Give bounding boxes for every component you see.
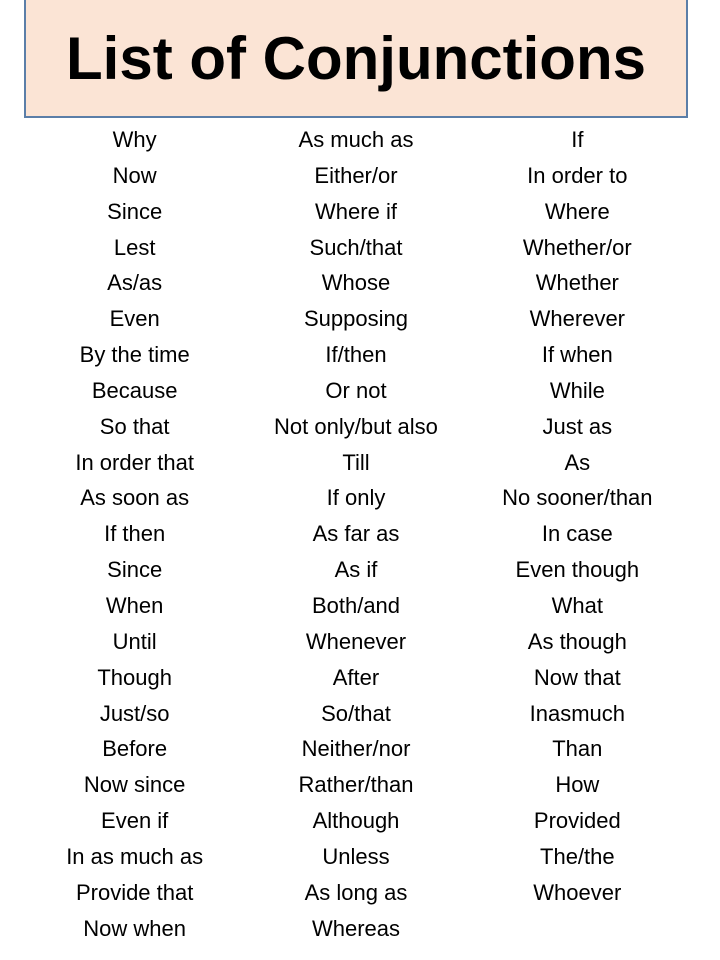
conjunction-item: How — [555, 772, 600, 798]
conjunction-item: Not only/but also — [274, 413, 438, 439]
conjunction-column-2 — [245, 122, 466, 952]
conjunction-item: Or not — [325, 377, 387, 403]
conjunction-item: As long as — [304, 879, 408, 905]
conjunction-columns — [24, 122, 688, 952]
conjunction-item: As soon as — [80, 485, 190, 511]
conjunction-item: Neither/nor — [301, 736, 411, 762]
conjunction-item: While — [549, 377, 605, 403]
conjunction-item: After — [332, 664, 380, 690]
conjunction-item: Whenever — [305, 628, 407, 654]
conjunction-item: Just/so — [99, 700, 170, 726]
conjunction-item: As — [564, 449, 591, 475]
conjunction-item: Either/or — [314, 162, 398, 188]
conjunction-item: No sooner/than — [502, 485, 653, 511]
conjunction-item: Unless — [322, 843, 390, 869]
conjunction-item: Whoever — [533, 879, 622, 905]
conjunction-item: Such/that — [309, 234, 403, 260]
conjunction-item: Now — [112, 162, 157, 188]
conjunction-item: When — [105, 592, 164, 618]
conjunction-item: As if — [334, 557, 378, 583]
conjunction-item: What — [551, 592, 603, 618]
conjunction-item: The/the — [540, 843, 615, 869]
conjunction-item: If then — [104, 521, 166, 547]
title-banner — [24, 0, 688, 118]
conjunction-item: Whether/or — [522, 234, 632, 260]
conjunction-item: As far as — [312, 521, 400, 547]
conjunction-item: If when — [541, 342, 613, 368]
conjunction-item: As much as — [298, 127, 414, 152]
conjunction-item: As/as — [107, 270, 163, 296]
conjunction-item: Since — [107, 557, 163, 583]
conjunction-item: Till — [342, 449, 370, 475]
conjunction-item: If — [571, 127, 584, 152]
conjunction-item: Now since — [83, 772, 186, 798]
conjunction-item: Both/and — [311, 592, 401, 618]
conjunction-item: Supposing — [304, 306, 408, 332]
conjunction-item: Provided — [533, 808, 621, 834]
conjunction-item: Where if — [315, 198, 397, 224]
conjunction-item: Before — [102, 736, 168, 762]
conjunction-item: Since — [107, 198, 163, 224]
conjunction-item: Because — [91, 377, 178, 403]
conjunction-item: Until — [112, 628, 157, 654]
conjunction-column-3 — [467, 122, 688, 952]
page-title: List of Conjunctions — [66, 24, 646, 92]
conjunction-item: If only — [326, 485, 386, 511]
conjunction-item: Why — [112, 127, 157, 152]
conjunction-item: Even — [109, 306, 160, 332]
conjunction-item: Now that — [533, 664, 621, 690]
conjunction-item: Though — [97, 664, 172, 690]
conjunction-item: If/then — [325, 342, 387, 368]
conjunction-item: Provide that — [75, 879, 194, 905]
conjunction-item: Whether — [535, 270, 619, 296]
conjunction-item: In order that — [75, 449, 194, 475]
conjunction-item: Although — [312, 808, 400, 834]
conjunction-item: Even if — [101, 808, 169, 834]
conjunction-item: In order to — [527, 162, 628, 188]
conjunction-item: As though — [527, 628, 627, 654]
conjunction-item: Now when — [83, 915, 187, 941]
conjunction-item: Wherever — [529, 306, 625, 332]
conjunction-item: In as much as — [66, 843, 204, 869]
conjunction-item: Where — [544, 198, 610, 224]
conjunction-item: In case — [541, 521, 613, 547]
conjunction-item: So/that — [321, 700, 391, 726]
conjunction-item: So that — [99, 413, 170, 439]
conjunction-item: Whose — [321, 270, 391, 296]
conjunction-item: Whereas — [311, 915, 401, 941]
conjunction-item: Inasmuch — [529, 700, 626, 726]
conjunction-item: Just as — [542, 413, 613, 439]
conjunction-item: Than — [552, 736, 603, 762]
conjunction-item: Rather/than — [298, 772, 414, 798]
conjunction-item: By the time — [79, 342, 190, 368]
conjunction-item: Even though — [515, 557, 640, 583]
conjunction-item: Lest — [113, 234, 156, 260]
conjunction-column-1 — [24, 122, 245, 952]
